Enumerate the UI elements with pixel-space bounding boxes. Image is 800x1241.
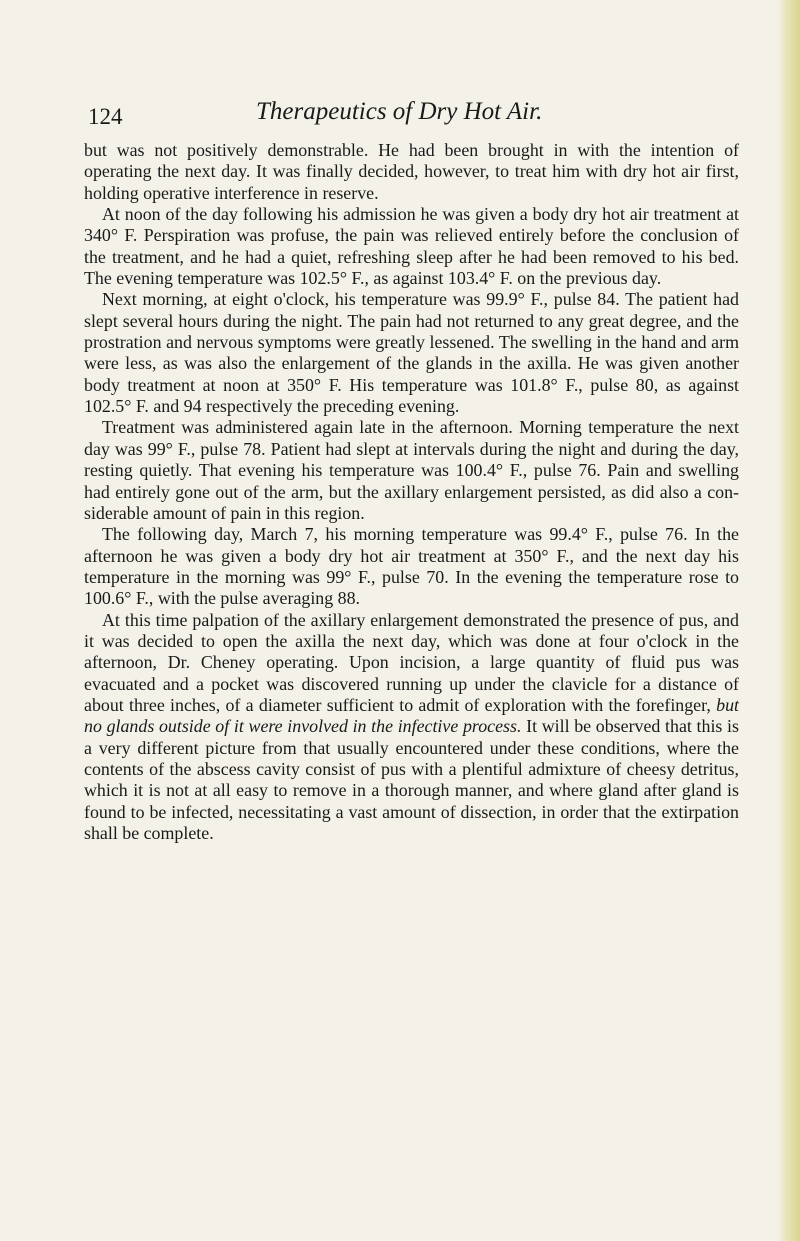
paragraph-4: Treatment was administered again late in the afternoon. Morning temperature the next day was 99° F., pulse 78. Patient had slept at intervals during the night and during the day, resting quietly. That evening his temperature was 100.4° F., pulse 76. Pain and swelling had entirely gone out of the arm, but the axillary enlargement persisted, as did also a considerable amount of pain in this region. bbox=[84, 417, 739, 523]
paragraph-6-start: At this time palpation of the axillary enlargement demonstrated the presence of pus, and it was decided to open the axilla the next day, which was done at four o'clock in the afternoon, Dr. Cheney operating. Upon incision, a large quantity of fluid pus was evacuated and a pocket was discovered running up under the clavicle for a distance of about three inches, of a diameter sufficient to admit of exploration with the forefinger, bbox=[84, 609, 739, 715]
paragraph-6 bbox=[84, 610, 739, 845]
paragraph-5: The following day, March 7, his morning temperature was 99.4° F., pulse 76. In the afternoon he was given a body dry hot air treatment at 350° F., and the next day his temperature in the morning was 99° F., pulse 70. In the evening the temperature rose to 100.6° F., with the pulse averaging 88. bbox=[84, 524, 739, 609]
paragraph-1: but was not positively demonstrable. He had been brought in with the intention of operating the next day. It was finally decided, however, to treat him with dry hot air first, holding operative interference in reserve. bbox=[84, 140, 739, 203]
paragraph-3: Next morning, at eight o'clock, his temperature was 99.9° F., pulse 84. The patient had slept several hours during the night. The pain had not returned to any great degree, and the prostration and nervous symptoms were greatly lessened. The swelling in the hand and arm were less, as was also the enlargement of the glands in the axilla. He was given another body treatment at noon at 350° F. His temperature was 101.8° F., pulse 80, as against 102.5° F. and 94 respectively the preceding evening. bbox=[84, 289, 739, 417]
paragraph-6-end: It will be observed that this is a very different picture from that usually encountered under these conditions, where the contents of the abscess cavity consist of pus with a plentiful admixture of cheesy detritus, which it is not at all easy to remove in a thorough manner, and where gland after gland is found to be infected, necessitating a vast amount of dissection, in order that the extirpation shall be complete. bbox=[84, 716, 739, 843]
page-number: 124 bbox=[88, 104, 123, 129]
paragraph-2: At noon of the day following his admission he was given a body dry hot air treatment at 340° F. Perspiration was profuse, the pain was relieved entirely before the conclusion of the treatment, and he had a quiet, refreshing sleep after he had been removed to his bed. The evening temperature was 102.5° F., as against 103.4° F. on the previous day. bbox=[84, 204, 739, 289]
body-text bbox=[84, 140, 739, 844]
running-title: Therapeutics of Dry Hot Air. bbox=[256, 98, 543, 125]
page-header bbox=[88, 98, 728, 132]
paragraph-6-italic: but no glands outside of it were involved in the infective process. bbox=[84, 694, 739, 737]
page-edge bbox=[778, 0, 800, 1241]
